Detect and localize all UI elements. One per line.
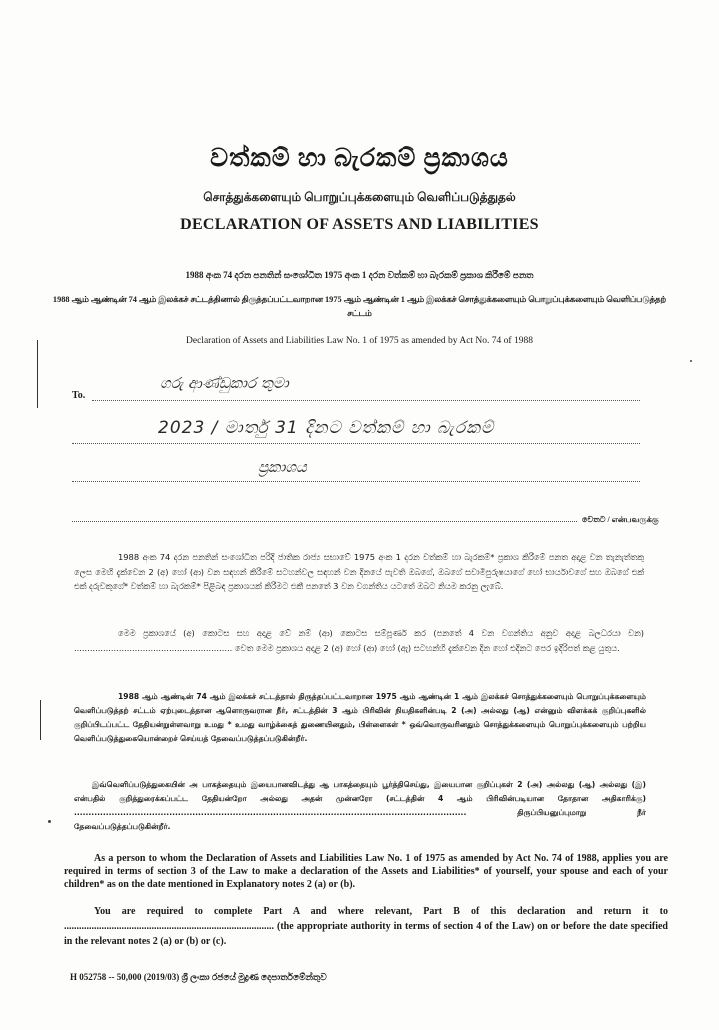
margin-mark	[37, 340, 38, 408]
to-label: To.	[72, 390, 86, 401]
paragraph-english-1: As a person to whom the Declaration of Assets and Liabilities Law No. 1 of 1975 as amended by Act No. 74 of 1988, applies you are required in terms of section 3 of the Law to make a declaration of the Assets and Liabilities* of yourself, your spouse and each of your children* as on the date mentioned in Explanatory notes 2 (a) or (b).	[64, 853, 668, 890]
address-line-1[interactable]	[92, 400, 640, 401]
address-line-4[interactable]	[72, 521, 577, 522]
paragraph-sinhala-2: මෙම ප්‍රකාශයේ (අ) කොටස සහ අදාළ වේ නම් (ආ) කොටස සම්පූර්ණ කර (පනතේ 4 වන වගන්තිය අනුව අදාළ බලධරයා වන) ............................................................ වෙත මෙම ප්‍රකාශය අදාළ 2 (අ) හෝ (ආ) හෝ (ඇ) සටහන්හි දැක්වෙන දින හෝ එදිනට පෙර ඉදිරිපත් කළ යුතුය.	[74, 628, 644, 653]
scan-speck	[48, 820, 51, 823]
footer-print-code: H 052758 -- 50,000 (2019/03) ශ්‍රී ලංකා රජයේ මුද්‍රණ දෙපාර්තමේන්තුව	[70, 972, 327, 982]
law-reference-sinhala: 1988 අංක 74 දරන පනතින් සංශෝධිත 1975 අංක 1 දරන වත්කම් හා බැරකම් ප්‍රකාශ කිරීමේ පනත	[185, 270, 534, 280]
scan-speck	[690, 360, 692, 362]
law-reference-english: Declaration of Assets and Liabilities Law No. 1 of 1975 as amended by Act No. 74 of 1988	[186, 336, 533, 346]
address-line-3[interactable]	[72, 481, 640, 482]
handwritten-date-line: 2023 / මාර්තු 31 දිනට වත්කම් හා බැරකම්	[158, 418, 495, 438]
paragraph-english-2: You are required to complete Part A and where relevant, Part B of this declaration and return it to .................................................................................... (the appropriate authority in terms of section 4 of the Law) on or before the date specified in the relevant notes 2 (a) or (b) or (c).	[64, 906, 668, 947]
office-label: වෙතට / என்பவருக்கு	[582, 515, 659, 524]
law-reference-tamil: 1988 ஆம் ஆண்டின் 74 ஆம் இலக்கச் சட்டத்தினால் திருத்தப்பட்டவாறான 1975 ஆம் ஆண்டின் 1 ஆம் இலக்கச் சொத்துக்களையும் பொறுப்புக்களையும் வெளிப்படுத்தற் சட்டம்	[52, 295, 667, 318]
paragraph-tamil-1: 1988 ஆம் ஆண்டின் 74 ஆம் இலக்கச் சட்டத்தால் திருத்தப்பட்டவாறான 1975 ஆம் ஆண்டின் 1 ஆம் இலக்கச் சொத்துக்களையும் பொறுப்புக்களையும் வெளிப்படுத்தற் சட்டம் ஏற்புடைத்தான ஆளொருவரான நீர், சட்டத்தின் 3 ஆம் பிரிவின் நியதிகளின்படி 2 (அ) அல்லது (ஆ) என்னும் விளக்கக் குறிப்புகளில் குறிப்பிடப்பட்ட தேதியன்றுள்ளவாறு உமது * உமது வாழ்க்கைத் துணையினதும், பிள்ளைகள் * ஒவ்வொருவரினதும் சொத்துக்களையும் பொறுப்புக்களையும் பற்றிய வெளிப்படுத்துகையொன்றைச் செய்யத் தேவைப்படுத்தப்படுகின்றீர்.	[74, 692, 646, 743]
address-line-2[interactable]	[72, 443, 640, 444]
paragraph-sinhala-1: 1988 අංක 74 දරන පනතින් සංශෝධිත පරිදි ජාතික රාජ්‍ය සභාවේ 1975 අංක 1 දරන වත්කම් හා බැරකම්* ප්‍රකාශ කිරීමේ පනත අදාළ වන තැනැත්තකු ලෙස මෙහි දැක්වෙන 2 (අ) හෝ (ආ) වන සඳහන් කිරීමේ සටහන්වල සඳහන් වන දිනයේ පැවති ඔබගේ, ඔබගේ සවාමිපුරුෂයාගේ හෝ භාර්යාවගේ සහ ඔබගේ එක් එක් දරුවකුගේ* වත්කම් හා බැරකම්* පිළිබඳ ප්‍රකාශයක් කිරීමට එකී පනතේ 3 වන වගන්තිය යටතේ ඔබට නියම කරනු ලැබේ.	[74, 552, 644, 591]
paragraph-tamil-2: இவ்வெளிப்படுத்துகையின் அ பாகத்தையும் இயைபானவிடத்து ஆ பாகத்தையும் பூர்த்திசெய்து, இயைபான குறிப்புகள் 2 (அ) அல்லது (ஆ) அல்லது (இ) என்பதில் குறித்துரைக்கப்பட்ட தேதியன்றோ அல்லது அதன் முன்னரோ (சட்டத்தின் 4 ஆம் பிரிவின்படியான தோதான அதிகாரிக்கு) ........................................................................................................................................ திருப்பியனுப்புமாறு நீர் தேவைப்படுத்தப்படுகின்றீர்.	[74, 780, 646, 831]
title-english: DECLARATION OF ASSETS AND LIABILITIES	[180, 216, 539, 233]
title-tamil: சொத்துக்களையும் பொறுப்புக்களையும் வெளிப்படுத்துதல்	[203, 190, 516, 204]
handwritten-subject: ප්‍රකාශය	[258, 458, 307, 476]
title-sinhala: වත්කම් හා බැරකම් ප්‍රකාශය	[210, 145, 509, 172]
handwritten-addressee: ගරු ආණ්ඩුකාර තුමා	[160, 374, 289, 392]
margin-mark	[40, 700, 41, 740]
